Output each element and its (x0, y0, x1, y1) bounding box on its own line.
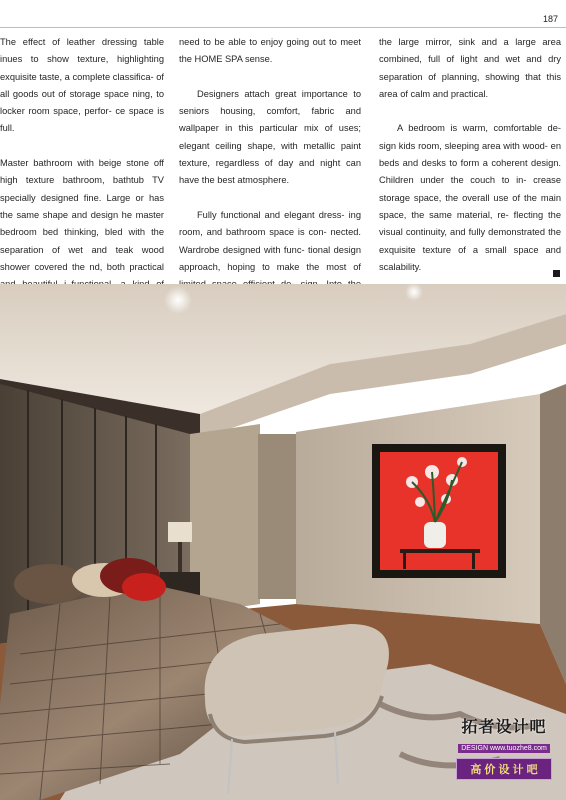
watermark-url: DESIGN www.tuozhe8.com (458, 744, 550, 753)
side-wall (190, 424, 260, 614)
page-number: 187 (542, 14, 558, 24)
bedroom-photo (0, 284, 566, 800)
article-columns (0, 34, 566, 284)
paragraph: need to be able to enjoy going out to meet the HOME SPA sense. (179, 37, 361, 65)
doorway (258, 434, 296, 599)
watermark-badge: 高 价 设 计 吧 (456, 758, 552, 780)
paragraph: A bedroom is warm, comfortable de- sign kids room, sleeping area with wood- en beds and desks to form a coherent design. Children under the couch to in- crease storage space, the overall use of the main space, the same material, re- flecting the visual continuity, and fully demonstrated the exquisite texture of a small space and scalability. (379, 123, 561, 272)
top-rule (0, 27, 566, 28)
ceiling-light (419, 390, 431, 402)
end-mark (553, 270, 560, 277)
watermark-title: 拓者设计吧 (461, 717, 547, 736)
article-column-right (379, 34, 561, 293)
paragraph: The effect of leather dressing table inues to show texture, highlighting exquisite taste, a complete classifica- of all goods out of storage space ning, to locker room space, perfor- ce space is full. (0, 37, 164, 134)
ceiling-light (164, 286, 192, 314)
paragraph: the large mirror, sink and a large area combined, full of light and wet and dry separation of planning, showing that this area of calm and practical. (379, 37, 561, 99)
watermark (456, 714, 552, 778)
paragraph: Master bathroom with beige stone off high texture bathroom, bathtub TV specially designed fine. Large or has the same shape and design he master bedroom bed thinking, bled with the separation of wet and teak wood shower covered the nd, both practical (0, 158, 164, 272)
bedside-lamp-base (178, 542, 182, 572)
bedside-lamp-shade (168, 522, 192, 542)
paragraph: Fully functional and elegant dress- ing room, and bathroom space is con- nected. Wardrobe designed with func- tional design approach, hoping to make the most of (179, 209, 361, 272)
paragraph: Designers attach great importance to seniors housing, comfort, fabric and wallpaper in this particular mix of uses; elegant ceiling shape, with metallic paint texture, regardless of day and night can have the best atmosphere. (179, 88, 361, 186)
